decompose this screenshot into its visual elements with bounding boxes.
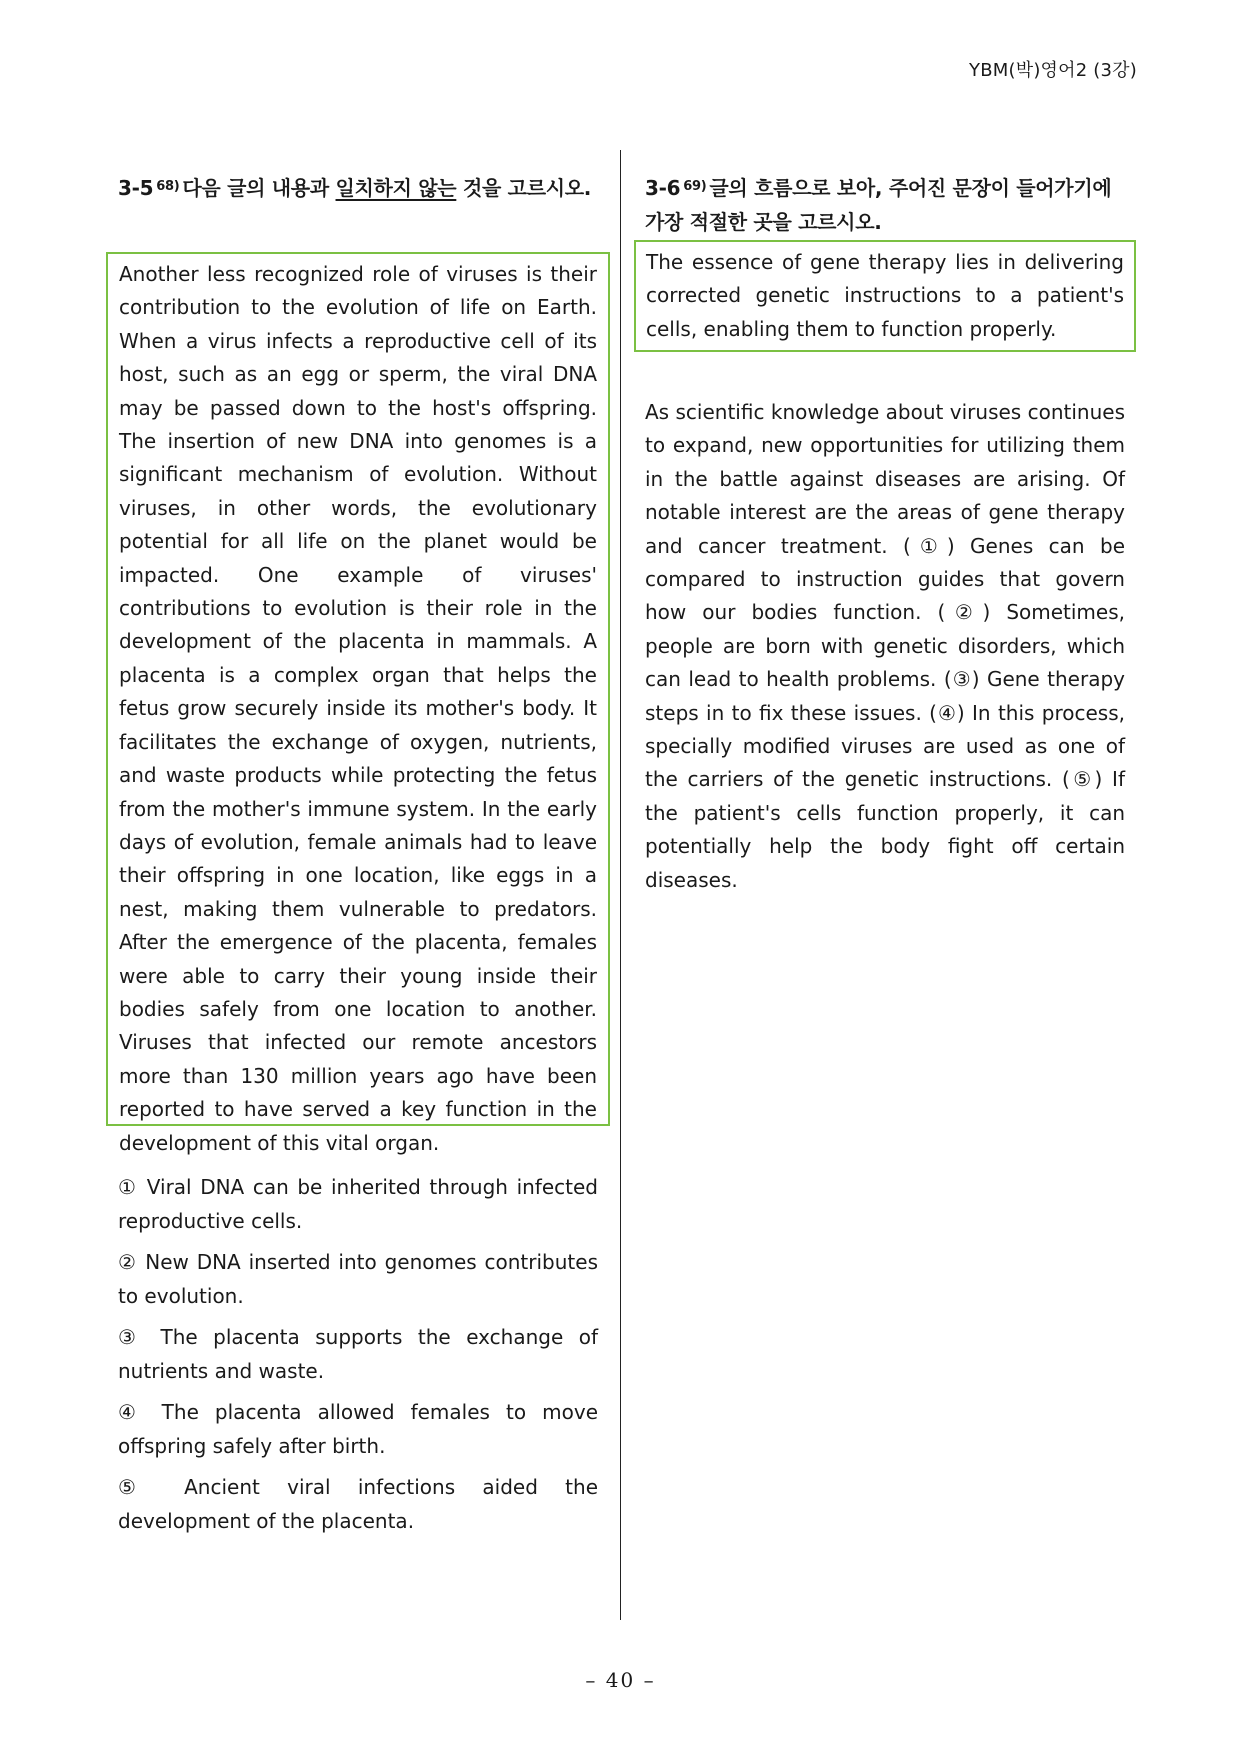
answer-option-3[interactable]: ③ The placenta supports the exchange of nutrients and waste. [118,1325,598,1383]
answer-option-5[interactable]: ⑤ Ancient viral infections aided the development of the placenta. [118,1475,598,1533]
passage-text-3-6: As scientific knowledge about viruses continues to expand, new opportunities for utilizing them in the battle against diseases are arising. Of notable interest are the areas of gene therapy and cancer treatment. (①) Genes can be compared to instruction guides that govern how our bodies function. (②) Sometimes, people are born with genetic disorders, which can lead to health problems. (③) Gene therapy steps in to fix these issues. (④) In this process, specially modified viruses are used as one of the carriers of the genetic instructions. (⑤) If the patient's cells function properly, it can potentially help the body fight off certain diseases. [645,400,1125,892]
passage-3-6 [645,396,1125,897]
question-3-6-title [645,170,1135,239]
question-number: 3-5 [118,176,154,200]
question-prompt-end: 것을 고르시오. [456,176,592,200]
given-sentence-text: The essence of gene therapy lies in delivering corrected genetic instructions to a patient's cells, enabling them to function properly. [646,250,1124,341]
answer-options-3-5 [118,1170,598,1545]
footnote-marker: 69) [683,179,707,194]
answer-option-2[interactable]: ② New DNA inserted into genomes contributes to evolution. [118,1250,598,1308]
answer-option-4[interactable]: ④ The placenta allowed females to move offspring safely after birth. [118,1400,598,1458]
given-sentence-box [634,240,1136,352]
column-divider [620,150,621,1620]
question-3-5-title [118,170,618,205]
question-prompt-emphasis: 일치하지 않는 [335,176,457,200]
passage-text-3-5: Another less recognized role of viruses is their contribution to the evolution of life on Earth. When a virus infects a reproductive cell of its host, such as an egg or sperm, the viral DNA may be passed down to the host's offspring. The insertion of new DNA into genomes is a significant mechanism of evolution. Without viruses, in other words, the evolutionary potential for all life on the planet would be impacted. One example of viruses' contributions to evolution is their role in the development of the placenta in mammals. A placenta is a complex organ that helps the fetus grow securely inside its mother's body. It facilitates the exchange of oxygen, nutrients, and waste products while protecting the fetus from the mother's immune system. In the early days of evolution, female animals had to leave their offspring in one location, like eggs in a nest, making them vulnerable to predators. After the emergence of the placenta, females were able to carry their young inside their bodies safely from one location to another. Viruses that infected our remote ancestors more than 130 million years ago have been reported to have served a key function in the development of this vital organ. [119,262,597,1155]
footnote-marker: 68) [156,179,180,194]
question-prompt: 글의 흐름으로 보아, 주어진 문장이 들어가기에 가장 적절한 곳을 고르시오. [645,176,1112,234]
page-number: – 40 – [585,1668,656,1692]
passage-box-3-5 [106,252,610,1155]
question-number: 3-6 [645,176,681,200]
course-header: YBM(박)영어2 (3강) [969,60,1137,81]
answer-option-1[interactable]: ① Viral DNA can be inherited through infected reproductive cells. [118,1175,598,1233]
question-prompt: 다음 글의 내용과 [182,176,336,200]
